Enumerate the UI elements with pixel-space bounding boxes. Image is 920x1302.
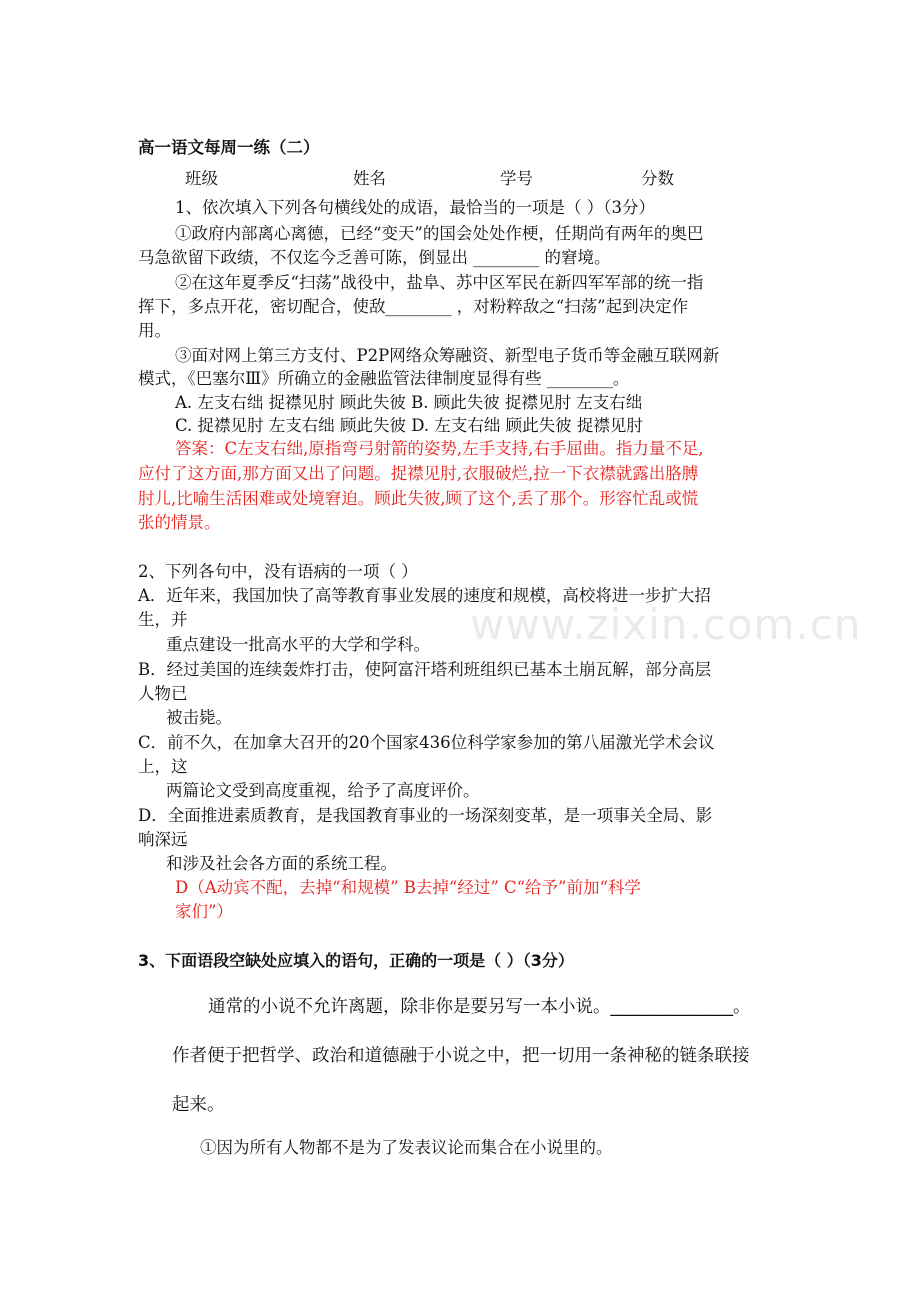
q1-sentence2-line2: 挥下，多点开花，密切配合，使敌________ ，对粉粹敌之“扫荡”起到决定作 [138,297,689,316]
q1-answer-line3: 肘儿,比喻生活困难或处境窘迫。顾此失彼,顾了这个,丢了那个。形容忙乱或慌 [138,489,699,508]
q2-option-c-line3: 两篇论文受到高度重视，给予了高度评价。 [166,781,480,800]
q2-answer-line2: 家们”） [175,902,233,921]
field-name: 姓名 [353,169,386,188]
q2-option-d-line3: 和涉及社会各方面的系统工程。 [166,854,397,873]
q1-sentence1-line2: 马急欲留下政绩，不仅迄今乏善可陈，倒显出 ________ 的窘境。 [138,248,611,267]
q1-options-line2: C. 捉襟见肘 左支右绌 顾此失彼 D. 左支右绌 顾此失彼 捉襟见肘 [175,416,643,435]
q3-passage-line2: 作者便于把哲学、政治和道德融于小说之中，把一切用一条神秘的链条联接 [172,1046,750,1066]
q2-option-b-line2: 人物已 [138,684,188,703]
q2-option-a-line1: A．近年来，我国加快了高等教育事业发展的速度和规模，高校将进一步扩大招 [138,586,711,605]
q2-option-d-line1: D．全面推进素质教育，是我国教育事业的一场深刻变革，是一项事关全局、影 [138,806,713,825]
q2-option-a-line3: 重点建设一批高水平的大学和学科。 [166,635,430,654]
q1-sentence3-line1: ③面对网上第三方支付、P2P网络众筹融资、新型电子货币等金融互联网新 [175,346,720,365]
q1-sentence2-line3: 用。 [138,321,171,340]
q1-answer-line4: 张的情景。 [138,513,221,532]
q3-stem: 3、下面语段空缺处应填入的语句，正确的一项是（ ）（3分） [138,951,574,970]
q3-passage-line1: 通常的小说不允许离题，除非你是要另写一本小说。______________。 [208,997,751,1017]
q1-answer-line1: 答案：C左支右绌,原指弯弓射箭的姿势,左手支持,右手屈曲。指力量不足, [175,439,704,458]
q2-option-c-line1: C．前不久，在加拿大召开的20个国家436位科学家参加的第八届激光学术会议 [138,733,715,752]
q2-option-a-line2: 生，并 [138,610,188,629]
q2-stem: 2、下列各句中，没有语病的一项（ ） [138,562,418,581]
q2-option-c-line2: 上，这 [138,757,188,776]
field-number: 学号 [500,169,533,188]
field-class: 班级 [185,169,218,188]
q1-sentence2-line1: ②在这年夏季反“扫荡”战役中，盐阜、苏中区军民在新四军军部的统一指 [175,273,704,292]
q2-answer-line1: D（A动宾不配，去掉“和规模” B去掉“经过” C“给予”前加“科学 [175,878,641,897]
q3-passage-line3: 起来。 [172,1095,225,1115]
q3-item-1: ①因为所有人物都不是为了发表议论而集合在小说里的。 [200,1138,613,1157]
q1-sentence3-line2: 模式，《巴塞尔Ⅲ》所确立的金融监管法律制度显得有些 ________。 [138,369,630,388]
watermark: www.zixin.com.cn [470,600,862,649]
q1-options-line1: A. 左支右绌 捉襟见肘 顾此失彼 B. 顾此失彼 捉襟见肘 左支右绌 [175,393,643,412]
q1-stem: 1、依次填入下列各句横线处的成语，最恰当的一项是（ ）（3分） [175,198,655,217]
q1-answer-line2: 应付了这方面,那方面又出了问题。捉襟见肘,衣服破烂,拉一下衣襟就露出胳膊 [138,464,699,483]
q1-sentence1-line1: ①政府内部离心离德，已经“变天”的国会处处作梗，任期尚有两年的奥巴 [175,224,704,243]
page-title: 高一语文每周一练（二） [138,138,320,157]
field-score: 分数 [641,169,674,188]
q2-option-d-line2: 响深远 [138,830,188,849]
q2-option-b-line3: 被击毙。 [166,708,232,727]
q2-option-b-line1: B．经过美国的连续轰炸打击，使阿富汗塔利班组织已基本土崩瓦解，部分高层 [138,660,712,679]
